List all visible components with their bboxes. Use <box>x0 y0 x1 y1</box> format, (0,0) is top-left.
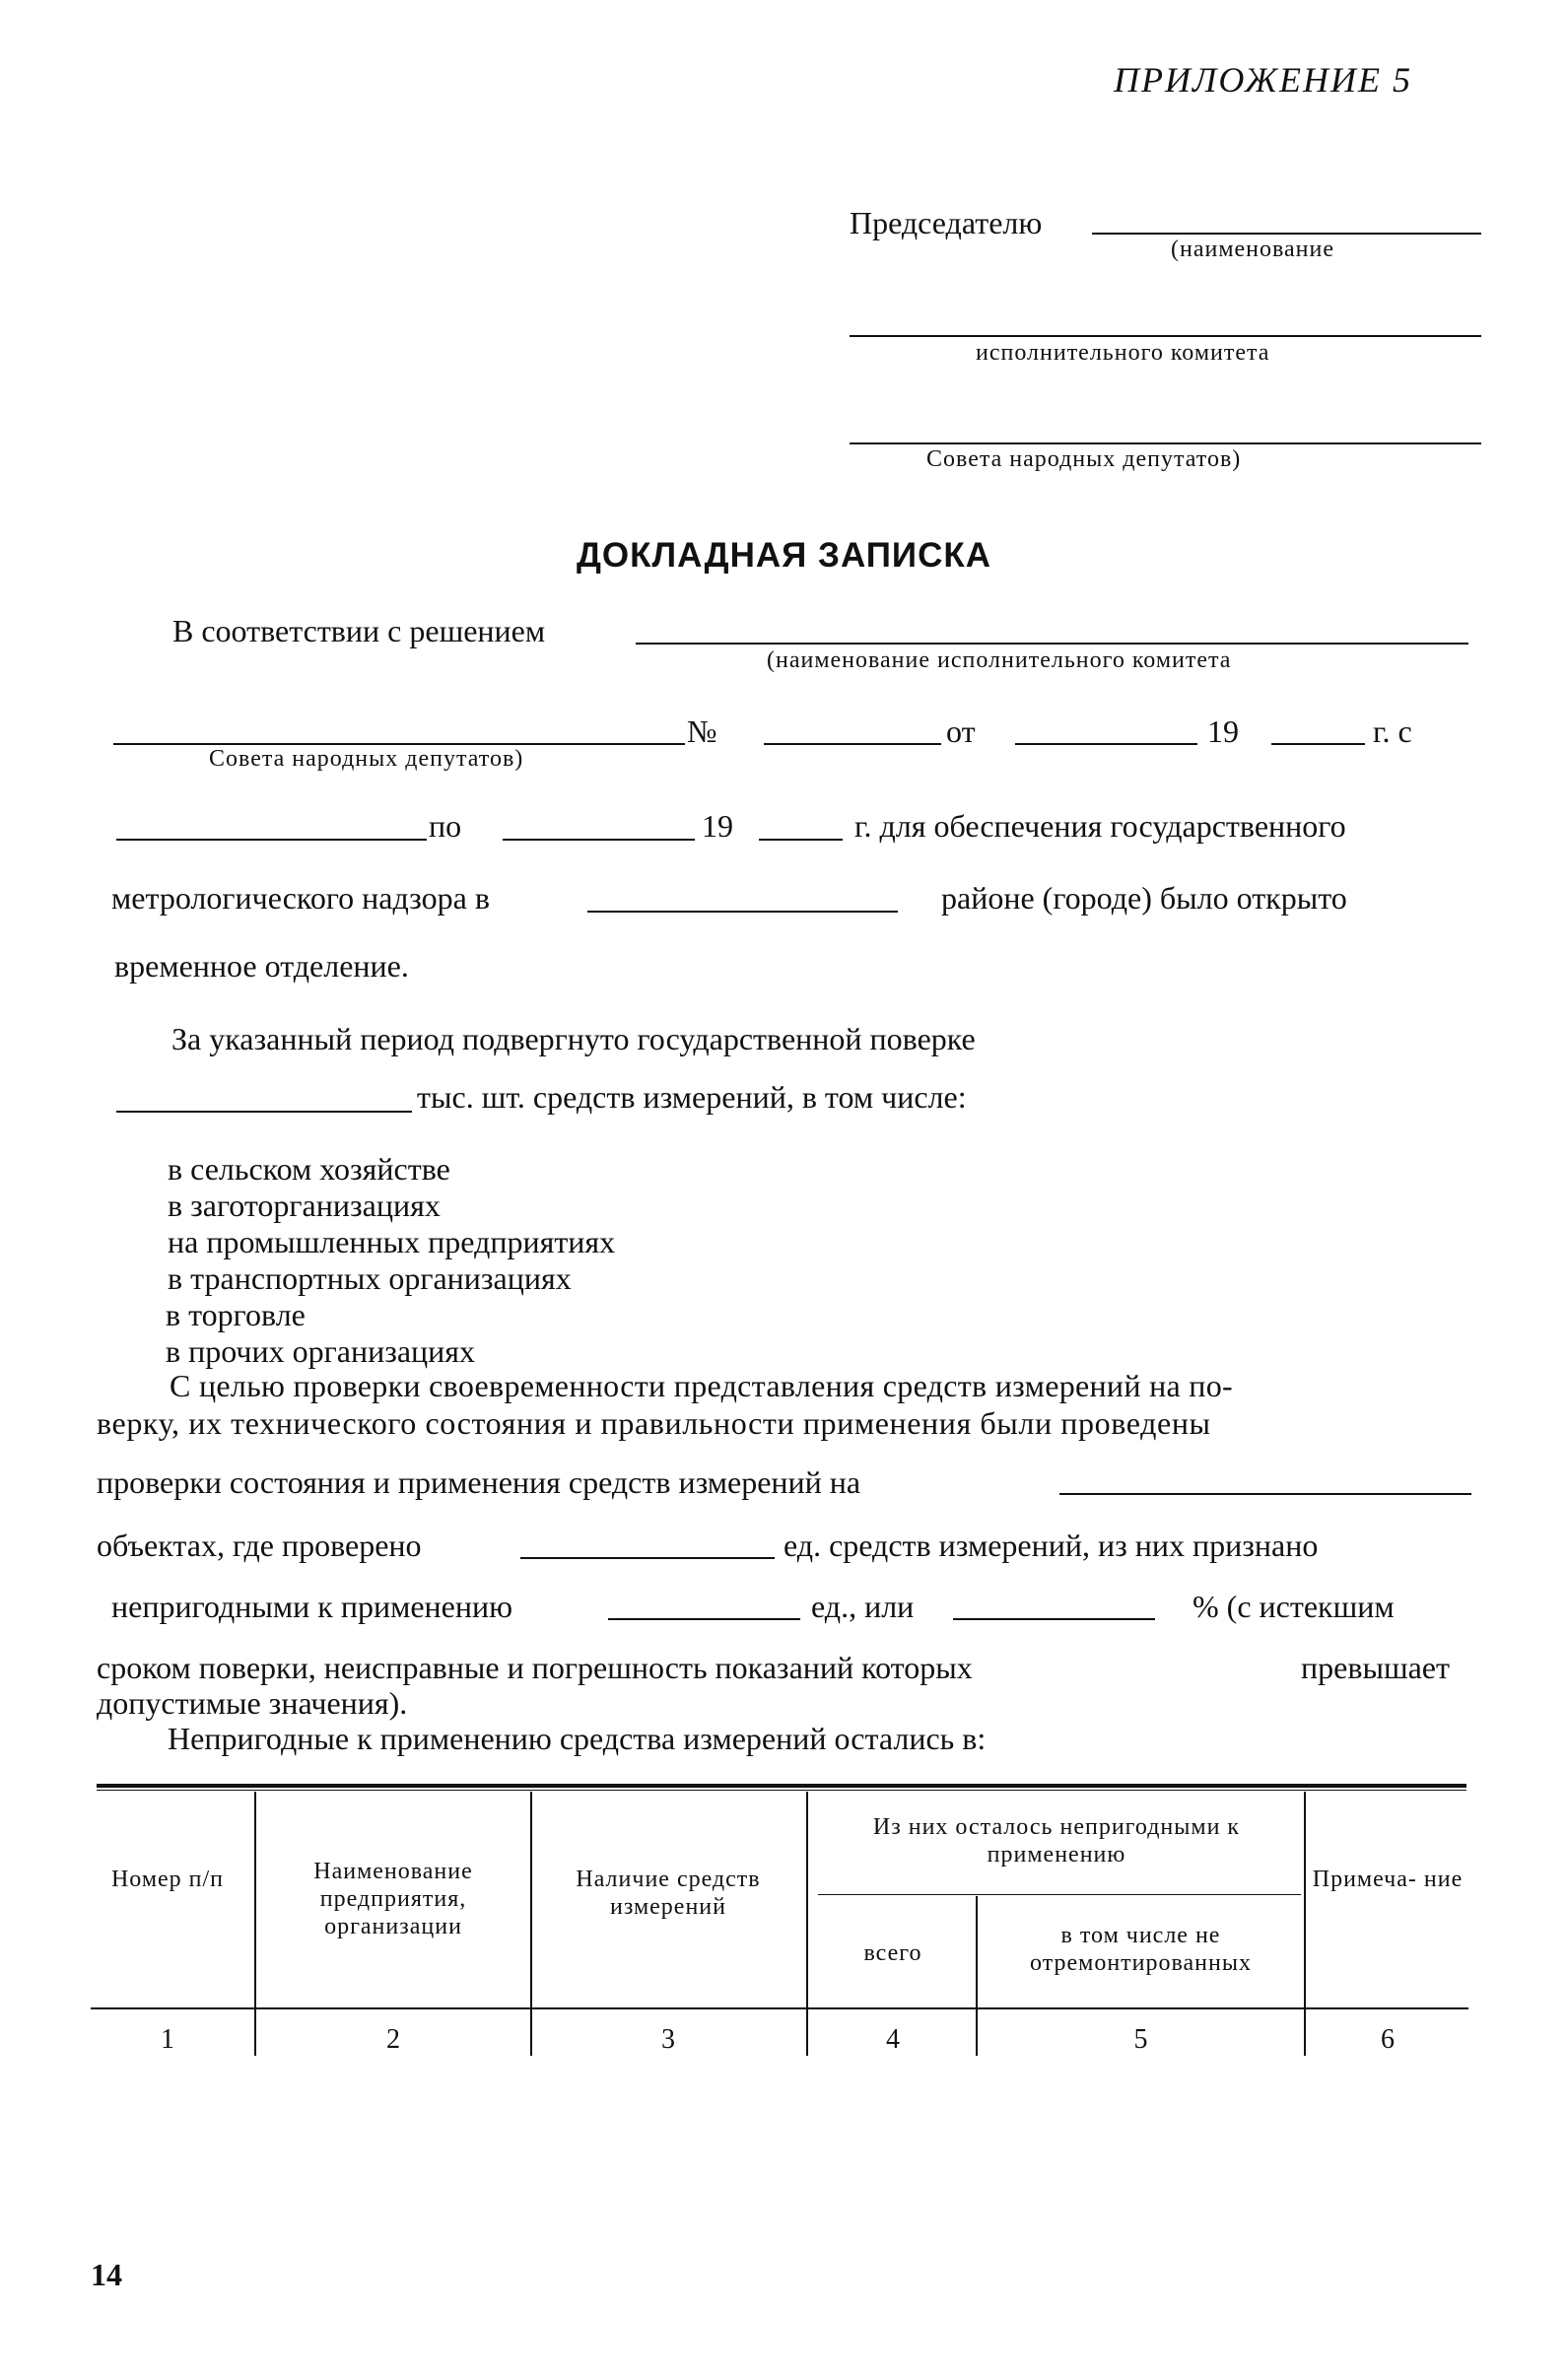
district-line <box>587 911 898 913</box>
addressee-caption-3: Совета народных депутатов) <box>926 446 1242 472</box>
col-number: 3 <box>661 2024 675 2055</box>
date-line <box>1015 743 1197 745</box>
checked-count-line <box>520 1557 775 1559</box>
addressee-line-2 <box>850 335 1481 337</box>
col-number: 1 <box>161 2024 174 2055</box>
para3-line-4b: ед. средств измерений, из них признано <box>784 1528 1319 1563</box>
table-col-divider <box>1304 1792 1306 2056</box>
until-label: по <box>429 808 462 844</box>
addressee-caption-2: исполнительного комитета <box>976 340 1270 366</box>
list-item: в заготорганизациях <box>168 1188 441 1223</box>
council-line <box>113 743 685 745</box>
list-item: в сельском хозяйстве <box>168 1151 450 1187</box>
col-number: 2 <box>386 2024 400 2055</box>
para3-line-6b: превышает <box>1301 1650 1450 1685</box>
addressee-line-3 <box>850 442 1481 444</box>
appendix-label: ПРИЛОЖЕНИЕ 5 <box>1114 60 1412 100</box>
col-header-number: Номер п/п <box>110 1867 225 1892</box>
table-col-divider <box>806 1792 808 2056</box>
table-group-rule <box>818 1894 1301 1895</box>
col-header-instruments: Наличие средств измерений <box>576 1867 761 1920</box>
para3-line-6: сроком поверки, неисправные и погрешность показаний которых <box>97 1650 973 1685</box>
addressee-caption-1: (наименование <box>1171 237 1335 262</box>
start-date-line <box>116 839 427 841</box>
body-line-4-tail: районе (городе) было открыто <box>941 880 1347 916</box>
list-item: в прочих организациях <box>166 1333 476 1369</box>
table-col-divider <box>254 1792 256 2056</box>
col-number: 4 <box>886 2024 900 2055</box>
year-label-1: 19 <box>1207 713 1239 749</box>
col-header-enterprise: Наименование предприятия, организации <box>313 1859 473 1939</box>
body-line-5: временное отделение. <box>114 948 409 984</box>
col-header-note: Примеча- ние <box>1312 1867 1464 1892</box>
para2-line-1: За указанный период подвергнуто государственной поверке <box>171 1021 976 1056</box>
para3-line-1: С целью проверки своевременности представления средств измерений на по- <box>170 1368 1233 1403</box>
para3-line-5c: % (с истекшим <box>1193 1589 1395 1624</box>
col-number: 5 <box>1133 2024 1148 2055</box>
table-top-rule <box>97 1784 1466 1788</box>
para3-line-2: верку, их технического состояния и правильности применения были проведены <box>97 1405 1211 1441</box>
end-date-line <box>503 839 695 841</box>
decision-line <box>636 643 1468 645</box>
list-item: в торговле <box>166 1297 306 1332</box>
list-item: на промышленных предприятиях <box>168 1224 616 1259</box>
para3-line-3: проверки состояния и применения средств измерений на <box>97 1464 861 1500</box>
table-col-divider <box>976 1896 978 2056</box>
para3-line-4a: объектах, где проверено <box>97 1528 422 1563</box>
table-col-divider <box>530 1792 532 2056</box>
number-line <box>764 743 941 745</box>
para3-line-7: допустимые значения). <box>97 1685 408 1721</box>
objects-line <box>1059 1493 1471 1495</box>
body-line-4: метрологического надзора в <box>111 880 490 916</box>
decision-caption: (наименование исполнительного комитета <box>767 647 1232 673</box>
para2-line-2: тыс. шт. средств измерений, в том числе: <box>417 1079 967 1115</box>
col-header-unfit-group: Из них осталось непригодными к применению <box>872 1814 1241 1868</box>
year-line-1 <box>1271 743 1365 745</box>
para3-line-5a: непригодными к применению <box>111 1589 512 1624</box>
year-label-2: 19 <box>702 808 733 844</box>
council-caption: Совета народных депутатов) <box>209 746 524 772</box>
para3-line-5b: ед., или <box>811 1589 915 1624</box>
table-top-rule-2 <box>97 1790 1466 1791</box>
body-line-1: В соответствии с решением <box>172 613 546 648</box>
addressee-label: Председателю <box>850 205 1043 240</box>
addressee-line-1 <box>1092 233 1481 235</box>
percent-line <box>953 1618 1155 1620</box>
from-label: от <box>946 713 976 749</box>
table-header-bottom-rule <box>91 2007 1468 2009</box>
col-header-unrepaired: в том числе не отремонтированных <box>1030 1923 1252 1976</box>
number-sign: № <box>687 713 717 749</box>
page-number: 14 <box>91 2257 122 2292</box>
document-title: ДОКЛАДНАЯ ЗАПИСКА <box>577 536 991 575</box>
col-number: 6 <box>1381 2024 1395 2055</box>
list-item: в транспортных организациях <box>168 1260 572 1296</box>
quantity-line <box>116 1111 412 1113</box>
year-suffix-1: г. с <box>1373 713 1412 749</box>
year-line-2 <box>759 839 843 841</box>
body-line-3: г. для обеспечения государственного <box>854 808 1346 844</box>
unfit-count-line <box>608 1618 800 1620</box>
col-header-total: всего <box>863 1940 922 1966</box>
para4: Непригодные к применению средства измерений остались в: <box>168 1721 987 1756</box>
